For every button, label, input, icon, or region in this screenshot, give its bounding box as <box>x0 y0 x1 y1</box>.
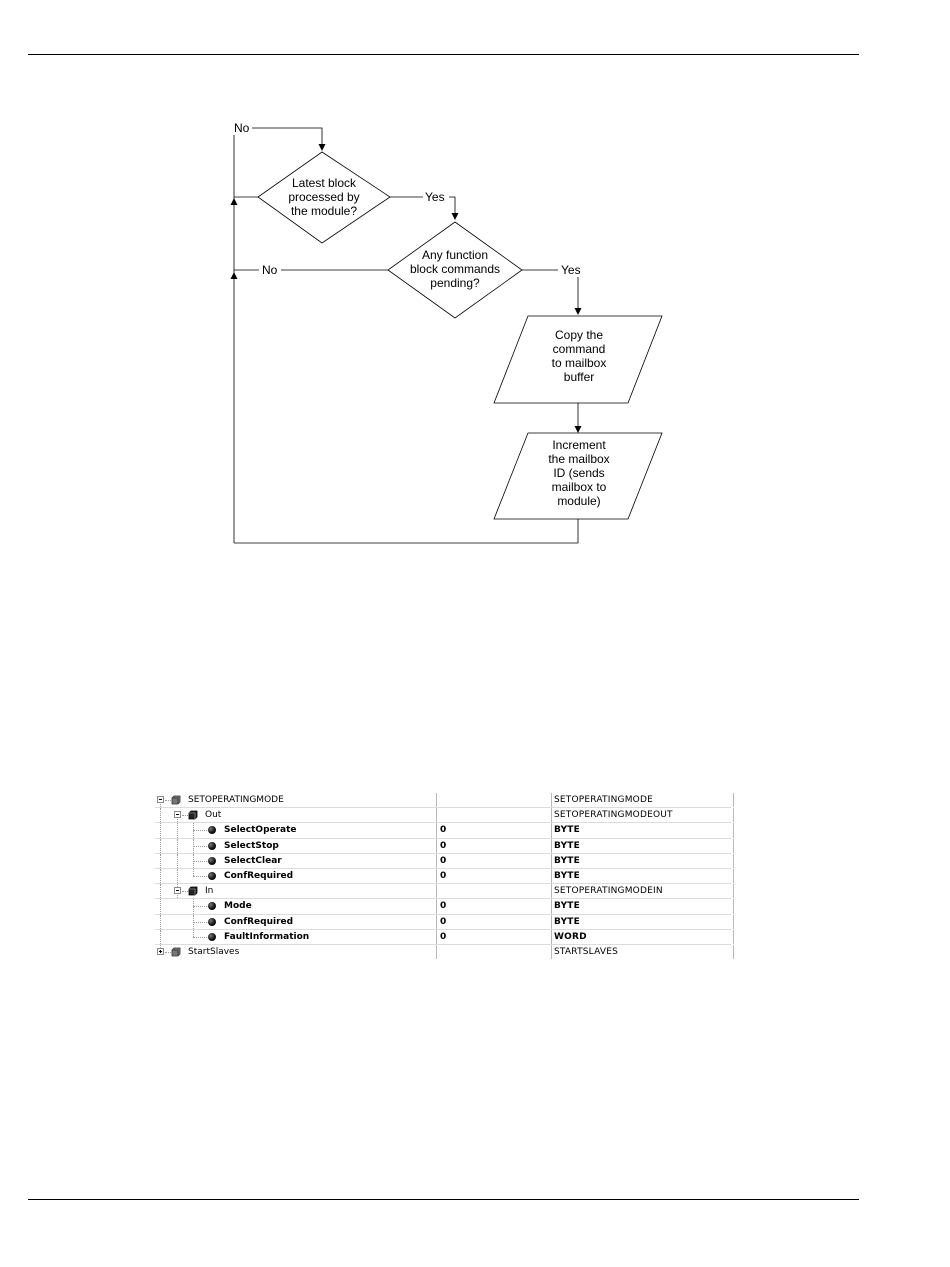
variable-icon <box>208 933 216 941</box>
tree-row-startslaves[interactable] <box>155 945 731 959</box>
tree-type: STARTSLAVES <box>551 945 734 959</box>
tree-value[interactable]: 0 <box>440 855 447 866</box>
label-no-mid: No <box>262 263 278 277</box>
arrow-into-process1 <box>575 308 582 315</box>
tree-row-selectoperate[interactable] <box>155 823 731 838</box>
tree-value[interactable]: 0 <box>440 870 447 881</box>
collapse-toggle-icon[interactable] <box>157 796 164 803</box>
tree-type: BYTE <box>551 915 734 929</box>
tree-type: SETOPERATINGMODE <box>551 793 734 807</box>
tree-value[interactable]: 0 <box>440 840 447 851</box>
process2-line4: mailbox to <box>551 480 607 494</box>
label-yes-1: Yes <box>425 190 445 204</box>
function-block-icon <box>171 947 181 957</box>
tree-type: BYTE <box>551 823 734 837</box>
process2-line5: module) <box>557 494 601 508</box>
process1-line1: Copy the <box>554 328 604 342</box>
tree-value[interactable]: 0 <box>440 825 447 836</box>
tree-row-confrequired-out[interactable] <box>155 869 731 884</box>
label-yes-2: Yes <box>561 263 581 277</box>
arrow-into-decision2 <box>452 213 459 220</box>
decision1-line3: the module? <box>290 204 358 218</box>
tree-name: ConfRequired <box>224 870 294 881</box>
tree-name: Mode <box>224 901 252 912</box>
label-no-top: No <box>234 121 250 135</box>
decision2-line2: block commands <box>409 262 501 276</box>
variable-icon <box>208 826 216 834</box>
process1-line4: buffer <box>563 370 595 384</box>
variable-icon <box>208 872 216 880</box>
tree-value <box>440 884 551 898</box>
variable-icon <box>208 842 216 850</box>
arrow-into-decision1 <box>319 144 326 151</box>
tree-type: BYTE <box>551 869 734 883</box>
decision2-line1: Any function <box>421 248 489 262</box>
process1-line3: to mailbox <box>551 356 607 370</box>
mailbox-flowchart <box>0 0 950 600</box>
tree-row-selectclear[interactable] <box>155 854 731 869</box>
collapse-toggle-icon[interactable] <box>174 811 181 818</box>
tree-row-selectstop[interactable] <box>155 839 731 854</box>
tree-name: StartSlaves <box>188 946 240 957</box>
tree-type: BYTE <box>551 854 734 868</box>
tree-name: In <box>205 886 214 897</box>
tree-name: FaultInformation <box>224 931 310 942</box>
decision2-line3: pending? <box>430 276 480 290</box>
struct-icon <box>188 886 198 896</box>
tree-row-faultinformation[interactable] <box>155 930 731 945</box>
expand-toggle-icon[interactable] <box>157 948 164 955</box>
process2-line2: the mailbox <box>548 452 610 466</box>
tree-row-setoperatingmode[interactable] <box>155 793 731 808</box>
process2-line1: Increment <box>552 438 606 452</box>
footer-rule <box>28 1199 859 1200</box>
function-block-tree <box>155 793 731 959</box>
tree-row-confrequired-in[interactable] <box>155 915 731 930</box>
tree-type: WORD <box>551 930 734 944</box>
tree-type: SETOPERATINGMODEIN <box>551 884 734 898</box>
tree-type: SETOPERATINGMODEOUT <box>551 808 734 822</box>
tree-name: SETOPERATINGMODE <box>188 795 284 805</box>
arrow-up-lower <box>231 272 238 279</box>
arrow-into-process2 <box>575 426 582 433</box>
variable-icon <box>208 857 216 865</box>
function-block-icon <box>171 795 181 805</box>
variable-icon <box>208 902 216 910</box>
tree-type: BYTE <box>551 899 734 913</box>
tree-name: Out <box>205 810 222 821</box>
decision1-line1: Latest block <box>291 176 357 190</box>
tree-name: SelectStop <box>224 840 279 851</box>
arrow-up-upper <box>231 198 238 205</box>
process1-line2: command <box>552 342 606 356</box>
tree-row-mode[interactable] <box>155 899 731 914</box>
tree-value <box>440 945 551 959</box>
tree-name: ConfRequired <box>224 916 294 927</box>
tree-value[interactable]: 0 <box>440 931 447 942</box>
decision1-line2: processed by <box>288 190 360 204</box>
return-line <box>234 519 578 543</box>
tree-value <box>440 793 551 807</box>
struct-icon <box>188 810 198 820</box>
tree-value <box>440 808 551 822</box>
tree-value[interactable]: 0 <box>440 916 447 927</box>
collapse-toggle-icon[interactable] <box>174 887 181 894</box>
tree-name: SelectOperate <box>224 825 297 836</box>
tree-name: SelectClear <box>224 855 282 866</box>
tree-row-out[interactable] <box>155 808 731 823</box>
tree-value[interactable]: 0 <box>440 901 447 912</box>
process2-line3: ID (sends <box>553 466 605 480</box>
variable-icon <box>208 918 216 926</box>
tree-row-in[interactable] <box>155 884 731 899</box>
tree-type: BYTE <box>551 839 734 853</box>
